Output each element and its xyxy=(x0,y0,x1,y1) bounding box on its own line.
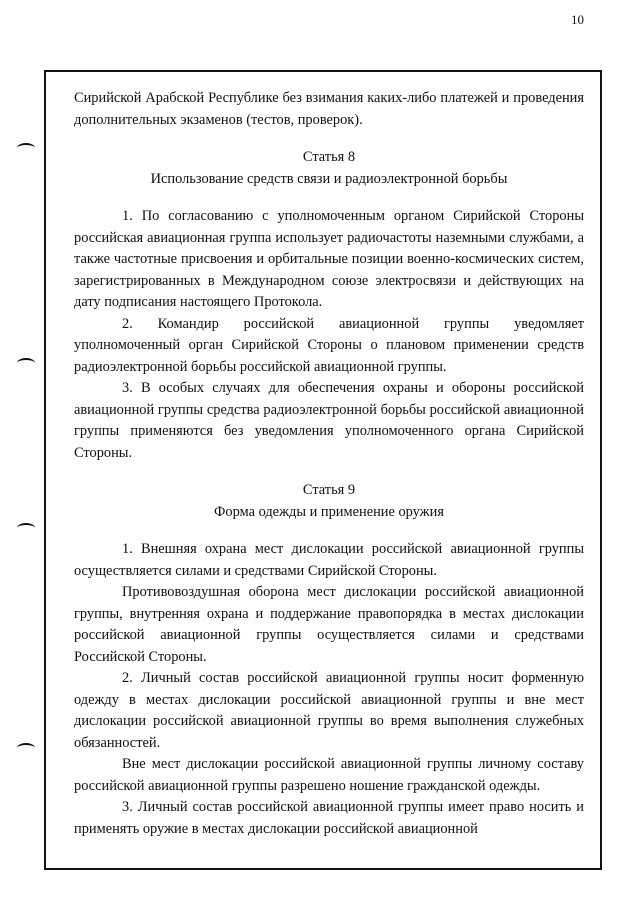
binding-hole-mark xyxy=(17,743,35,753)
binding-hole-mark xyxy=(17,143,35,153)
article-9-paragraph-5: 3. Личный состав российской авиационной группы имеет право носить и применять оружие в местах дислокации российской авиационной xyxy=(74,799,584,837)
article-8-paragraph-1: 1. По согласованию с уполномоченным органом Сирийской Стороны российская авиационная группа использует радиочастоты наземными службами, а также частотные присвоения и орбитальные позиции военно-космических систем, зарегистрированных в Международном союзе электросвязи и действующих на дату подписания настоящего Протокола. xyxy=(74,208,584,310)
page-number: 10 xyxy=(571,12,584,27)
binding-hole-mark xyxy=(17,523,35,533)
intro-paragraph: Сирийской Арабской Республике без взимания каких-либо платежей и проведения дополнительных экзаменов (тестов, проверок). xyxy=(74,90,584,128)
article-8-paragraph-2: 2. Командир российской авиационной группы уведомляет уполномоченный орган Сирийской Стороны о плановом применении средств радиоэлектронной борьбы российской авиационной группы. xyxy=(74,315,584,375)
article-9-heading: Статья 9 xyxy=(302,482,356,498)
article-8-title: Использование средств связи и радиоэлектронной борьбы xyxy=(150,170,508,187)
article-9-paragraph-1: 1. Внешняя охрана мест дислокации российской авиационной группы осуществляется силами и средствами Сирийской Стороны. xyxy=(74,541,584,579)
article-9-title: Форма одежды и применение оружия xyxy=(214,503,444,520)
binding-hole-mark xyxy=(17,358,35,368)
article-9-paragraph-2: Противовоздушная оборона мест дислокации российской авиационной группы, внутренняя охрана и поддержание правопорядка в местах дислокации российской авиационной группы осуществляется силами и средствами Российской Стороны. xyxy=(74,584,584,665)
article-9-paragraph-3: 2. Личный состав российской авиационной группы носит форменную одежду в местах дислокации российской авиационной группы и вне мест дислокации российской авиационной группы во время выполнения служебных обязанностей. xyxy=(74,670,584,751)
document-body xyxy=(74,88,584,840)
article-9-paragraph-4: Вне мест дислокации российской авиационной группы личному составу российской авиационной группы разрешено ношение гражданской одежды. xyxy=(74,756,584,794)
article-8-heading: Статья 8 xyxy=(302,149,356,165)
article-8-paragraph-3: 3. В особых случаях для обеспечения охраны и обороны российской авиационной группы средства радиоэлектронной борьбы российской авиационной группы применяются без уведомления уполномоченного органа Сирийской Стороны. xyxy=(74,380,584,461)
